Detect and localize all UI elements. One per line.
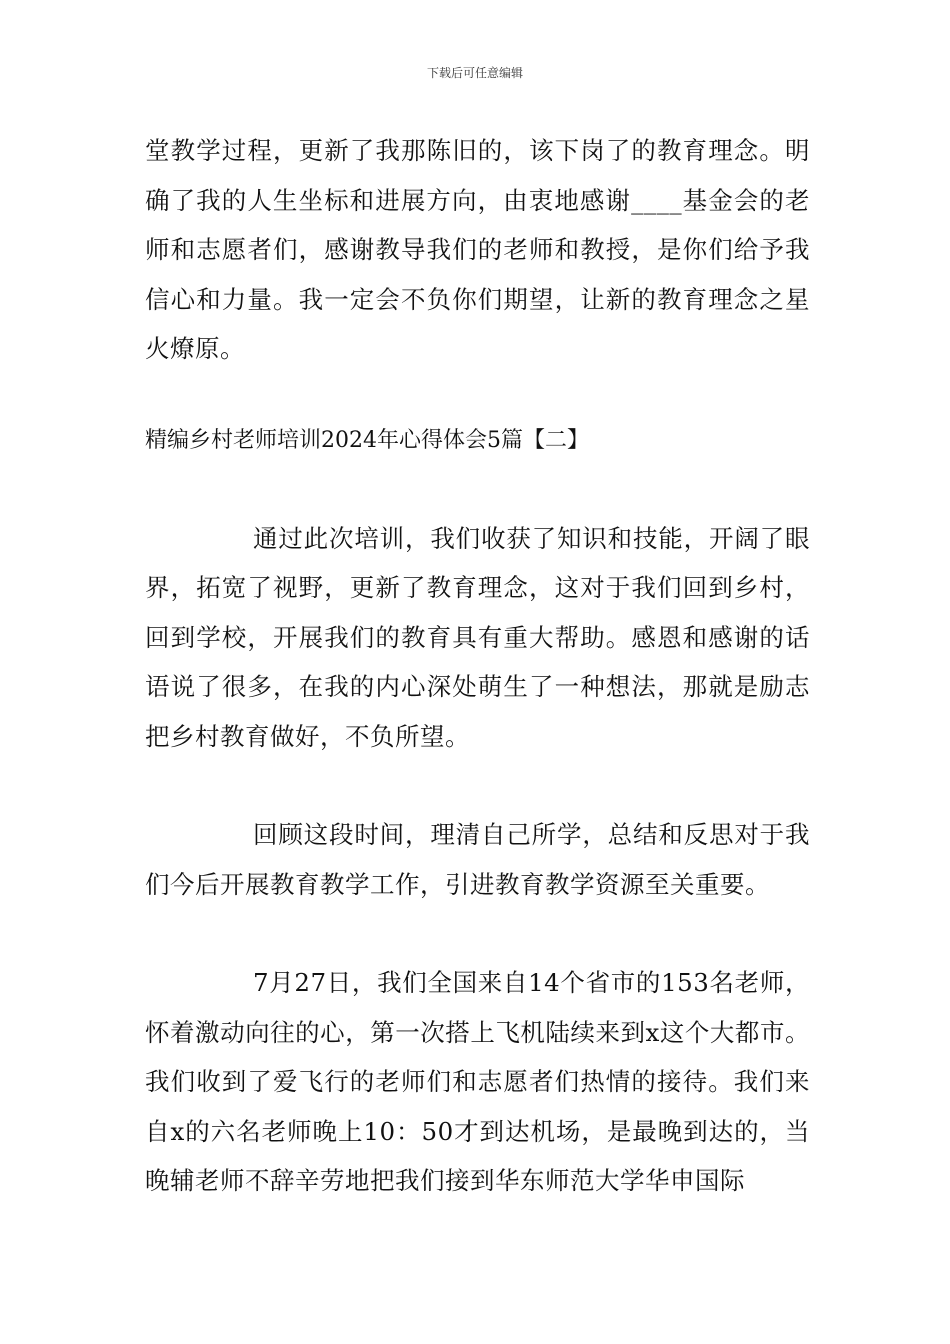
paragraph-continuation: 堂教学过程，更新了我那陈旧的，该下岗了的教育理念。明确了我的人生坐标和进展方向，由衷地感谢____基金会的老师和志愿者们，感谢教导我们的老师和教授，是你们给予我信心和力量。我一定会不负你们期望，让新的教育理念之星火燎原。 <box>145 136 810 363</box>
paragraph-arrival: 7月27日，我们全国来自14个省市的153名老师，怀着激动向往的心，第一次搭上飞机陆续来到x这个大都市。我们收到了爱飞行的老师们和志愿者们热情的接待。我们来自x的六名老师晚上10：50才到达机场，是最晚到达的，当晚辅老师不辞辛劳地把我们接到华东师范大学华申国际 <box>145 968 810 1195</box>
spacer <box>145 761 810 810</box>
paragraph-reflection: 回顾这段时间，理清自己所学，总结和反思对于我们今后开展教育教学工作，引进教育教学资源至关重要。 <box>145 820 810 899</box>
section-title: 精编乡村老师培训2024年心得体会5篇【二】 <box>145 427 589 453</box>
spacer <box>145 374 810 416</box>
document-body <box>145 126 810 1206</box>
page-header-note: 下载后可任意编辑 <box>426 66 523 80</box>
paragraph-training-gains: 通过此次培训，我们收获了知识和技能，开阔了眼界，拓宽了视野，更新了教育理念，这对于我们回到乡村，回到学校，开展我们的教育具有重大帮助。感恩和感谢的话语说了很多，在我的内心深处萌生了一种想法，那就是励志把乡村教育做好，不负所望。 <box>145 523 810 751</box>
spacer <box>145 465 810 514</box>
spacer <box>145 909 810 958</box>
